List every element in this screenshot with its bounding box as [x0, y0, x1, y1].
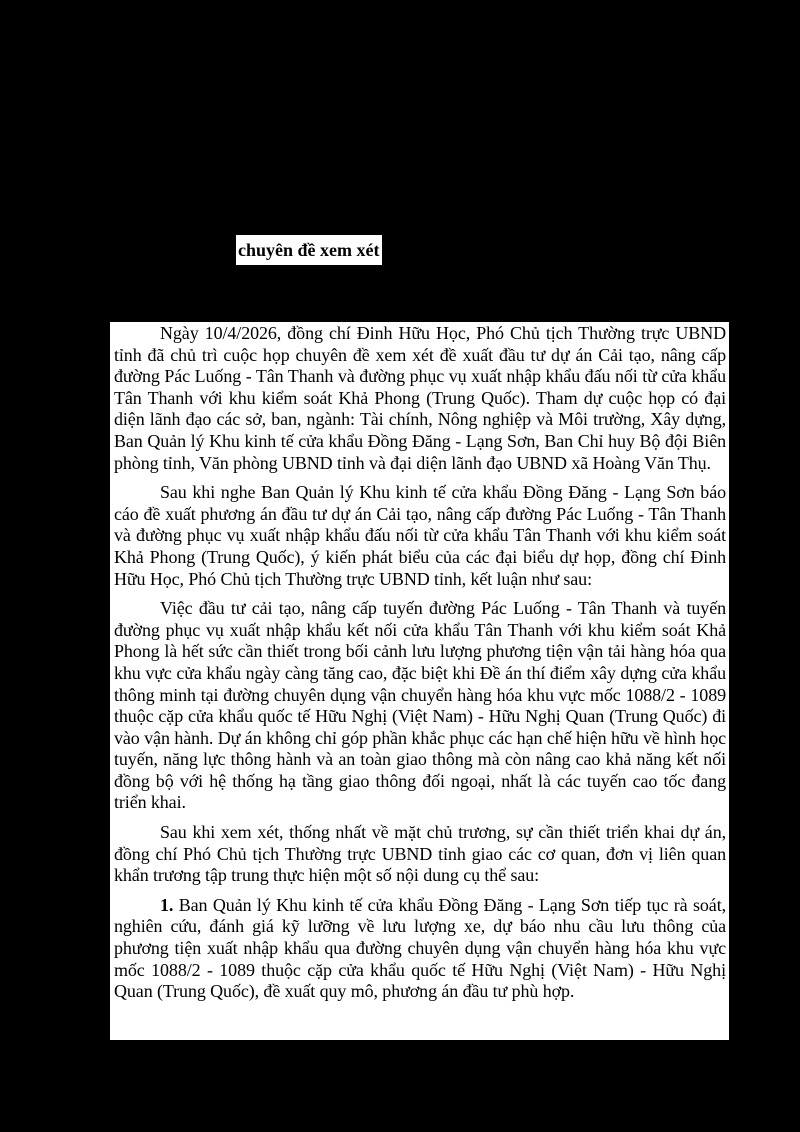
paragraph-meeting-intro: Ngày 10/4/2026, đồng chí Đinh Hữu Học, Phó Chủ tịch Thường trực UBND tỉnh đã chủ trì cuộc họp chuyên đề xem xét đề xuất đầu tư dự án Cải tạo, nâng cấp đường Pác Luống - Tân Thanh và đường phục vụ xuất nhập khẩu đấu nối từ cửa khẩu Tân Thanh với khu kiểm soát Khả Phong (Trung Quốc). Tham dự cuộc họp có đại diện lãnh đạo các sở, ban, ngành: Tài chính, Nông nghiệp và Môi trường, Xây dựng, Ban Quản lý Khu kinh tế cửa khẩu Đồng Đăng - Lạng Sơn, Ban Chỉ huy Bộ đội Biên phòng tỉnh, Văn phòng UBND tỉnh và đại diện lãnh đạo UBND xã Hoàng Văn Thụ. [114, 323, 726, 473]
list-item-1-number: 1. [160, 894, 174, 915]
title-text: chuyên đề xem xét [238, 240, 380, 260]
paragraph-report-summary: Sau khi nghe Ban Quản lý Khu kinh tế cửa khẩu Đồng Đăng - Lạng Sơn báo cáo đề xuất phương án đầu tư dự án Cải tạo, nâng cấp đường Pác Luống - Tân Thanh và đường phục vụ xuất nhập khẩu đấu nối từ cửa khẩu Tân Thanh với khu kiểm soát Khả Phong (Trung Quốc), ý kiến phát biểu của các đại biểu dự họp, đồng chí Đinh Hữu Học, Phó Chủ tịch Thường trực UBND tỉnh, kết luận như sau: [114, 482, 726, 589]
paragraph-assignment-intro: Sau khi xem xét, thống nhất về mặt chủ trương, sự cần thiết triển khai dự án, đồng chí Phó Chủ tịch Thường trực UBND tỉnh giao các cơ quan, đơn vị liên quan khẩn trương tập trung thực hiện một số nội dung cụ thể sau: [114, 822, 726, 886]
list-item-1-text: Ban Quản lý Khu kinh tế cửa khẩu Đồng Đăng - Lạng Sơn tiếp tục rà soát, nghiên cứu, đánh giá kỹ lưỡng về lưu lượng xe, dự báo nhu cầu lưu thông của phương tiện xuất nhập khẩu qua đường chuyên dụng vận chuyển hàng hóa khu vực mốc 1088/2 - 1089 thuộc cặp cửa khẩu quốc tế Hữu Nghị (Việt Nam) - Hữu Nghị Quan (Trung Quốc), đề xuất quy mô, phương án đầu tư phù hợp. [114, 894, 726, 1002]
paragraph-project-necessity: Việc đầu tư cải tạo, nâng cấp tuyến đường Pác Luống - Tân Thanh và tuyến đường phục vụ xuất nhập khẩu kết nối cửa khẩu Tân Thanh với khu kiểm soát Khả Phong là hết sức cần thiết trong bối cảnh lưu lượng phương tiện vận tải hàng hóa qua khu vực cửa khẩu ngày càng tăng cao, đặc biệt khi Đề án thí điểm xây dựng cửa khẩu thông minh tại đường chuyên dụng vận chuyển hàng hóa khu vực mốc 1088/2 - 1089 thuộc cặp cửa khẩu quốc tế Hữu Nghị (Việt Nam) - Hữu Nghị Quan (Trung Quốc) đi vào vận hành. Dự án không chỉ góp phần khắc phục các hạn chế hiện hữu về hình học tuyến, năng lực thông hành và an toàn giao thông mà còn nâng cao khả năng kết nối đồng bộ với hệ thống hạ tầng giao thông đối ngoại, nhất là các tuyến cao tốc đang triển khai. [114, 598, 726, 813]
document-title-fragment [236, 235, 382, 265]
document-body [110, 322, 729, 1040]
list-item-1 [114, 895, 726, 1003]
